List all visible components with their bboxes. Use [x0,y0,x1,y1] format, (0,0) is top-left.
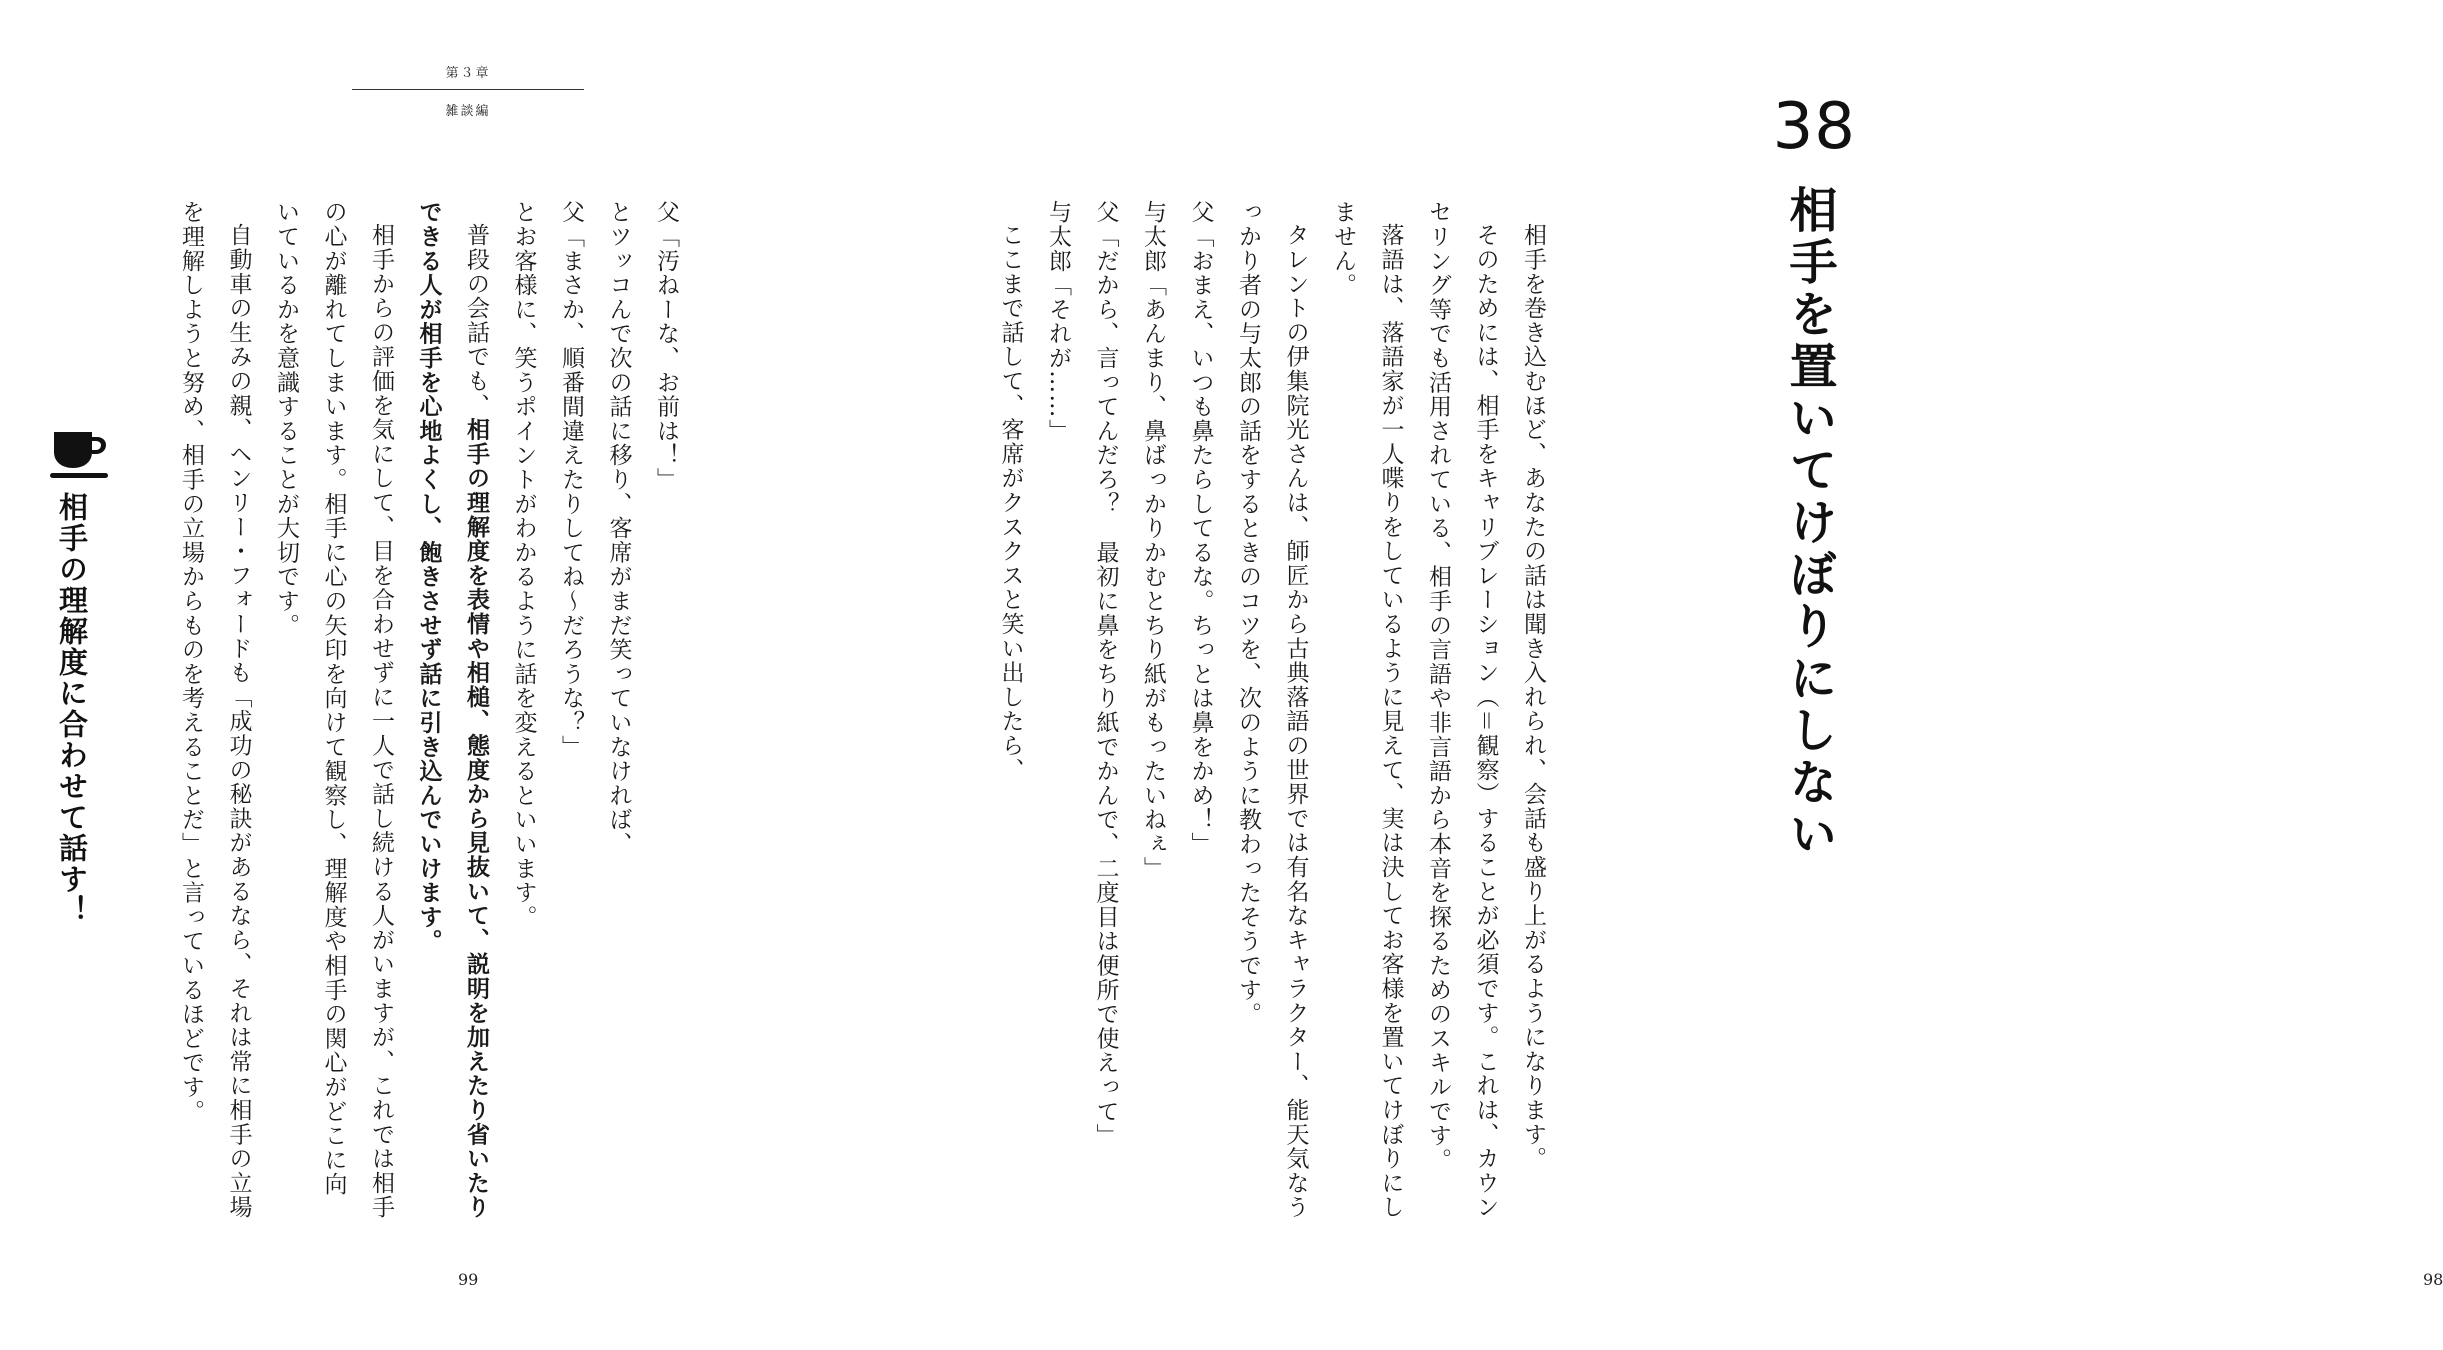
section-number: 38 [1772,90,1856,164]
paragraph-lead: 普段の会話でも、 [463,223,489,418]
chapter-label: 第３章 [445,66,491,81]
paragraph [404,200,499,1220]
paragraph: 父「汚ねーな、お前は！」 [653,200,679,492]
left-page [0,0,967,1350]
paragraph: ここまで話して、客席がクスクスと笑い出したら、 [997,223,1024,782]
right-body-text [986,200,1556,1220]
paragraph: 父「まさか、順番間違えたりしてね〜だろうな？」 [558,200,584,759]
running-header [352,62,584,119]
page-number: 99 [458,1270,479,1289]
paragraph: 与太郎「それが……」 [1045,200,1071,443]
paragraph: 父「おまえ、いつも鼻たらしてるな。ちっとは鼻をかめ！」 [1187,200,1214,857]
left-body-text [167,200,690,1220]
right-page [967,0,2443,1350]
paragraph: とお客様に、笑うポイントがわかるように話を変えるといいます。 [510,200,537,929]
emphasis-text: 相手の理解度を表情や相槌、態度から見抜いて、説明を加えたり省いたりできる人が相手を心地よくし、飽きさせず話に引き込んでいけます。 [415,200,489,1220]
section-label: 雑談編 [445,104,491,119]
paragraph: 落語は、落語家が一人喋りをしているように見えて、実は決してお客様を置いてけぼりにしません。 [1330,200,1404,1220]
paragraph: 相手を巻き込むほど、あなたの話は聞き入れられ、会話も盛り上がるようになります。 [1520,223,1546,1171]
paragraph: とツッコんで次の話に移り、客席がまだ笑っていなければ、 [605,200,632,857]
sidebar-caption: 相手の理解度に合わせて話す！ [55,492,89,926]
paragraph: 与太郎「あんまり、鼻ばっかりかむとちり紙がもったいねぇ」 [1140,200,1166,881]
coffee-cup-icon [50,428,112,480]
paragraph: 相手からの評価を気にして、目を合わせずに一人で話し続ける人がいますが、これでは相手の心が離れてしまいます。相手に心の矢印を向けて観察し、理解度や相手の関心がどこに向いているかを意識することが大切です。 [273,200,394,1220]
paragraph: そのためには、相手をキャリブレーション（＝観察）することが必須です。これは、カウンセリング等でも活用されている、相手の言語や非言語から本音を探るためのスキルです。 [1425,200,1499,1220]
paragraph: 父「だから、言ってんだろ？ 最初に鼻をちり紙でかんで、二度目は便所で使えって」 [1092,200,1119,1148]
section-title: 相手を置いてけぼりにしない [1781,185,1837,861]
page-number: 98 [2423,1270,2443,1289]
paragraph: タレントの伊集院光さんは、師匠から古典落語の世界では有名なキャラクター、能天気なうっかり者の与太郎の話をするときのコツを、次のように教わったそうです。 [1235,200,1309,1220]
paragraph: 自動車の生みの親、ヘンリー・フォードも「成功の秘訣があるなら、それは常に相手の立場を理解しようと努め、相手の立場からものを考えることだ」と言っているほどです。 [178,200,252,1220]
